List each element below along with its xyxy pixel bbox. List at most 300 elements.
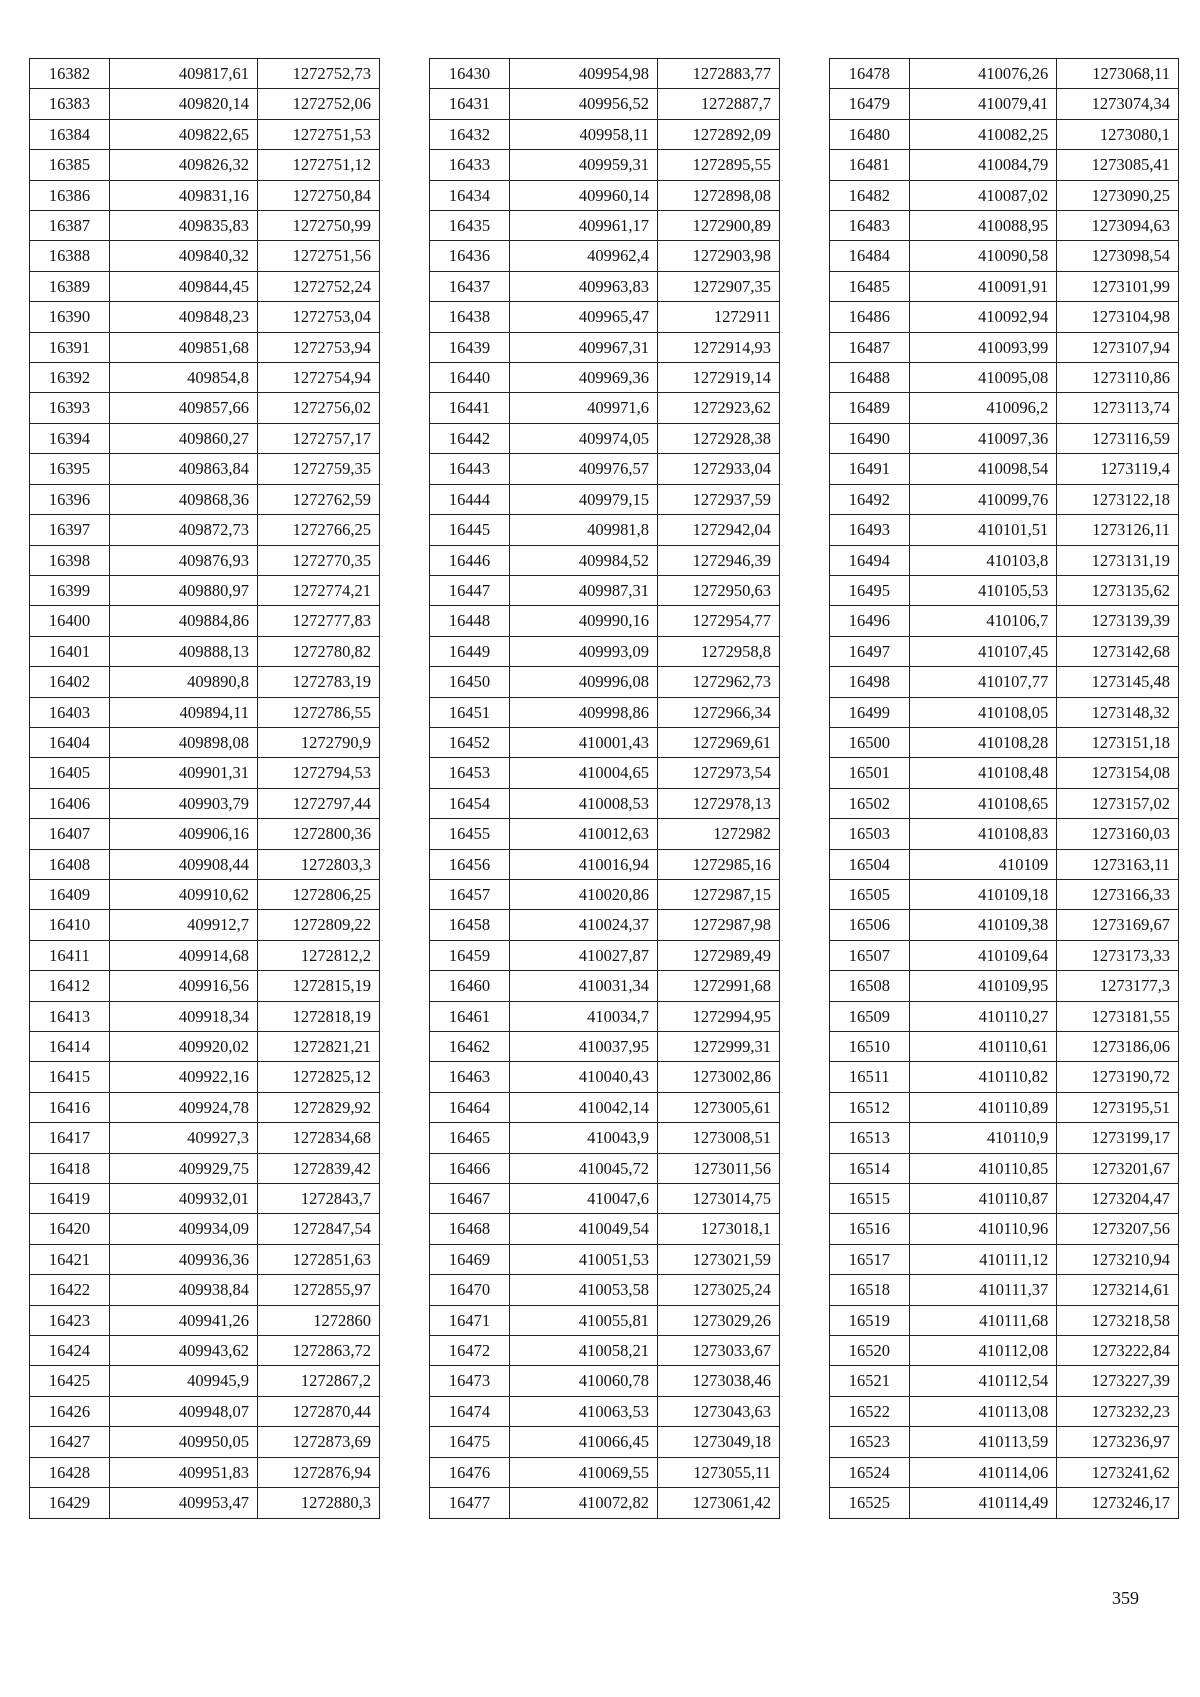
y-coordinate-cell: 1273227,39 — [1057, 1366, 1179, 1396]
y-coordinate-cell: 1272825,12 — [258, 1062, 380, 1092]
point-number-cell: 16385 — [30, 150, 110, 180]
table-row — [430, 271, 780, 301]
x-coordinate-cell: 409840,32 — [110, 241, 258, 271]
x-coordinate-cell: 410069,55 — [510, 1457, 658, 1487]
table-row — [830, 545, 1179, 575]
table-row — [830, 667, 1179, 697]
point-number-cell: 16486 — [830, 302, 910, 332]
x-coordinate-cell: 410112,54 — [909, 1366, 1057, 1396]
x-coordinate-cell: 410114,06 — [909, 1457, 1057, 1487]
point-number-cell: 16414 — [30, 1032, 110, 1062]
table-row — [30, 150, 380, 180]
table-row — [30, 940, 380, 970]
table-row — [830, 636, 1179, 666]
x-coordinate-cell: 409950,05 — [110, 1427, 258, 1457]
table-row — [430, 697, 780, 727]
table-row — [430, 59, 780, 89]
x-coordinate-cell: 409965,47 — [510, 302, 658, 332]
x-coordinate-cell: 409938,84 — [110, 1275, 258, 1305]
y-coordinate-cell: 1272783,19 — [258, 667, 380, 697]
y-coordinate-cell: 1273005,61 — [658, 1092, 780, 1122]
x-coordinate-cell: 410108,65 — [909, 788, 1057, 818]
y-coordinate-cell: 1272834,68 — [258, 1123, 380, 1153]
table-row — [430, 1457, 780, 1487]
y-coordinate-cell: 1272762,59 — [258, 484, 380, 514]
table-row — [430, 545, 780, 575]
y-coordinate-cell: 1273080,1 — [1057, 119, 1179, 149]
point-number-cell: 16476 — [430, 1457, 510, 1487]
y-coordinate-cell: 1272843,7 — [258, 1184, 380, 1214]
table-row — [430, 940, 780, 970]
point-number-cell: 16504 — [830, 849, 910, 879]
y-coordinate-cell: 1273110,86 — [1057, 363, 1179, 393]
x-coordinate-cell: 410027,87 — [510, 940, 658, 970]
x-coordinate-cell: 410084,79 — [909, 150, 1057, 180]
point-number-cell: 16514 — [830, 1153, 910, 1183]
table-row — [30, 697, 380, 727]
x-coordinate-cell: 409943,62 — [110, 1336, 258, 1366]
point-number-cell: 16417 — [30, 1123, 110, 1153]
x-coordinate-cell: 410108,48 — [909, 758, 1057, 788]
x-coordinate-cell: 409844,45 — [110, 271, 258, 301]
x-coordinate-cell: 410053,58 — [510, 1275, 658, 1305]
y-coordinate-cell: 1272774,21 — [258, 575, 380, 605]
y-coordinate-cell: 1273246,17 — [1057, 1488, 1179, 1518]
x-coordinate-cell: 409927,3 — [110, 1123, 258, 1153]
point-number-cell: 16495 — [830, 575, 910, 605]
table-row — [430, 879, 780, 909]
table-row — [30, 302, 380, 332]
x-coordinate-cell: 409916,56 — [110, 971, 258, 1001]
point-number-cell: 16507 — [830, 940, 910, 970]
x-coordinate-cell: 410096,2 — [909, 393, 1057, 423]
point-number-cell: 16520 — [830, 1336, 910, 1366]
table-row — [830, 241, 1179, 271]
point-number-cell: 16460 — [430, 971, 510, 1001]
x-coordinate-cell: 409922,16 — [110, 1062, 258, 1092]
point-number-cell: 16435 — [430, 211, 510, 241]
table-row — [830, 1001, 1179, 1031]
x-coordinate-cell: 409954,98 — [510, 59, 658, 89]
point-number-cell: 16479 — [830, 89, 910, 119]
table-row — [30, 1275, 380, 1305]
x-coordinate-cell: 410101,51 — [909, 515, 1057, 545]
y-coordinate-cell: 1272991,68 — [658, 971, 780, 1001]
y-coordinate-cell: 1273061,42 — [658, 1488, 780, 1518]
point-number-cell: 16419 — [30, 1184, 110, 1214]
table-row — [830, 423, 1179, 453]
y-coordinate-cell: 1273160,03 — [1057, 819, 1179, 849]
table-row — [30, 1396, 380, 1426]
x-coordinate-cell: 410109 — [909, 849, 1057, 879]
y-coordinate-cell: 1272803,3 — [258, 849, 380, 879]
point-number-cell: 16451 — [430, 697, 510, 727]
y-coordinate-cell: 1272950,63 — [658, 575, 780, 605]
x-coordinate-cell: 410076,26 — [909, 59, 1057, 89]
point-number-cell: 16459 — [430, 940, 510, 970]
x-coordinate-cell: 409956,52 — [510, 89, 658, 119]
point-number-cell: 16398 — [30, 545, 110, 575]
y-coordinate-cell: 1272978,13 — [658, 788, 780, 818]
table-row — [30, 910, 380, 940]
y-coordinate-cell: 1273145,48 — [1057, 667, 1179, 697]
y-coordinate-cell: 1272903,98 — [658, 241, 780, 271]
table-row — [830, 1214, 1179, 1244]
x-coordinate-cell: 409961,17 — [510, 211, 658, 241]
x-coordinate-cell: 410066,45 — [510, 1427, 658, 1457]
x-coordinate-cell: 409945,9 — [110, 1366, 258, 1396]
table-row — [30, 271, 380, 301]
point-number-cell: 16453 — [430, 758, 510, 788]
table-row — [30, 363, 380, 393]
table-row — [830, 1275, 1179, 1305]
x-coordinate-cell: 410079,41 — [909, 89, 1057, 119]
x-coordinate-cell: 409894,11 — [110, 697, 258, 727]
table-row — [30, 788, 380, 818]
table-row — [830, 1488, 1179, 1518]
x-coordinate-cell: 409981,8 — [510, 515, 658, 545]
x-coordinate-cell: 410049,54 — [510, 1214, 658, 1244]
y-coordinate-cell: 1272839,42 — [258, 1153, 380, 1183]
point-number-cell: 16431 — [430, 89, 510, 119]
point-number-cell: 16441 — [430, 393, 510, 423]
table-row — [430, 575, 780, 605]
point-number-cell: 16403 — [30, 697, 110, 727]
point-number-cell: 16386 — [30, 180, 110, 210]
table-row — [830, 758, 1179, 788]
point-number-cell: 16422 — [30, 1275, 110, 1305]
point-number-cell: 16508 — [830, 971, 910, 1001]
point-number-cell: 16484 — [830, 241, 910, 271]
table-row — [830, 606, 1179, 636]
table-row — [30, 515, 380, 545]
point-number-cell: 16410 — [30, 910, 110, 940]
x-coordinate-cell: 409910,62 — [110, 879, 258, 909]
table-row — [30, 59, 380, 89]
x-coordinate-cell: 409831,16 — [110, 180, 258, 210]
point-number-cell: 16440 — [430, 363, 510, 393]
table-row — [830, 727, 1179, 757]
y-coordinate-cell: 1273204,47 — [1057, 1184, 1179, 1214]
point-number-cell: 16424 — [30, 1336, 110, 1366]
y-coordinate-cell: 1273166,33 — [1057, 879, 1179, 909]
x-coordinate-cell: 409857,66 — [110, 393, 258, 423]
x-coordinate-cell: 409851,68 — [110, 332, 258, 362]
x-coordinate-cell: 410058,21 — [510, 1336, 658, 1366]
table-row — [830, 1153, 1179, 1183]
point-number-cell: 16384 — [30, 119, 110, 149]
table-row — [30, 1366, 380, 1396]
x-coordinate-cell: 409914,68 — [110, 940, 258, 970]
table-row — [30, 1305, 380, 1335]
y-coordinate-cell: 1272919,14 — [658, 363, 780, 393]
table-row — [30, 758, 380, 788]
x-coordinate-cell: 410020,86 — [510, 879, 658, 909]
point-number-cell: 16525 — [830, 1488, 910, 1518]
table-row — [30, 393, 380, 423]
point-number-cell: 16418 — [30, 1153, 110, 1183]
table-row — [830, 879, 1179, 909]
y-coordinate-cell: 1272752,06 — [258, 89, 380, 119]
table-row — [430, 363, 780, 393]
y-coordinate-cell: 1273025,24 — [658, 1275, 780, 1305]
y-coordinate-cell: 1272780,82 — [258, 636, 380, 666]
y-coordinate-cell: 1272937,59 — [658, 484, 780, 514]
table-row — [830, 697, 1179, 727]
y-coordinate-cell: 1273122,18 — [1057, 484, 1179, 514]
y-coordinate-cell: 1272750,99 — [258, 211, 380, 241]
point-number-cell: 16455 — [430, 819, 510, 849]
x-coordinate-cell: 410092,94 — [909, 302, 1057, 332]
y-coordinate-cell: 1272812,2 — [258, 940, 380, 970]
table-row — [430, 241, 780, 271]
x-coordinate-cell: 410093,99 — [909, 332, 1057, 362]
x-coordinate-cell: 409934,09 — [110, 1214, 258, 1244]
table-row — [30, 606, 380, 636]
point-number-cell: 16437 — [430, 271, 510, 301]
x-coordinate-cell: 410110,85 — [909, 1153, 1057, 1183]
x-coordinate-cell: 410082,25 — [909, 119, 1057, 149]
y-coordinate-cell: 1273207,56 — [1057, 1214, 1179, 1244]
x-coordinate-cell: 410109,38 — [909, 910, 1057, 940]
table-row — [430, 332, 780, 362]
page-number: 359 — [1112, 1588, 1139, 1608]
point-number-cell: 16413 — [30, 1001, 110, 1031]
point-number-cell: 16522 — [830, 1396, 910, 1426]
x-coordinate-cell: 410114,49 — [909, 1488, 1057, 1518]
point-number-cell: 16393 — [30, 393, 110, 423]
y-coordinate-cell: 1272753,04 — [258, 302, 380, 332]
y-coordinate-cell: 1272946,39 — [658, 545, 780, 575]
table-row — [430, 119, 780, 149]
table-row — [430, 1244, 780, 1274]
table-row — [430, 910, 780, 940]
table-row — [430, 1062, 780, 1092]
y-coordinate-cell: 1272757,17 — [258, 423, 380, 453]
y-coordinate-cell: 1272966,34 — [658, 697, 780, 727]
y-coordinate-cell: 1272786,55 — [258, 697, 380, 727]
x-coordinate-cell: 410110,89 — [909, 1092, 1057, 1122]
x-coordinate-cell: 410109,64 — [909, 940, 1057, 970]
point-number-cell: 16501 — [830, 758, 910, 788]
x-coordinate-cell: 409998,86 — [510, 697, 658, 727]
point-number-cell: 16425 — [30, 1366, 110, 1396]
y-coordinate-cell: 1272923,62 — [658, 393, 780, 423]
point-number-cell: 16434 — [430, 180, 510, 210]
y-coordinate-cell: 1273214,61 — [1057, 1275, 1179, 1305]
y-coordinate-cell: 1272754,94 — [258, 363, 380, 393]
point-number-cell: 16423 — [30, 1305, 110, 1335]
point-number-cell: 16454 — [430, 788, 510, 818]
x-coordinate-cell: 409817,61 — [110, 59, 258, 89]
table-row — [30, 1123, 380, 1153]
x-coordinate-cell: 410047,6 — [510, 1184, 658, 1214]
point-number-cell: 16442 — [430, 423, 510, 453]
table-row — [430, 849, 780, 879]
x-coordinate-cell: 409993,09 — [510, 636, 658, 666]
point-number-cell: 16443 — [430, 454, 510, 484]
point-number-cell: 16416 — [30, 1092, 110, 1122]
y-coordinate-cell: 1273055,11 — [658, 1457, 780, 1487]
y-coordinate-cell: 1272911 — [658, 302, 780, 332]
table-row — [830, 363, 1179, 393]
x-coordinate-cell: 410110,61 — [909, 1032, 1057, 1062]
y-coordinate-cell: 1273222,84 — [1057, 1336, 1179, 1366]
y-coordinate-cell: 1273090,25 — [1057, 180, 1179, 210]
table-row — [30, 1032, 380, 1062]
table-row — [30, 332, 380, 362]
x-coordinate-cell: 410107,77 — [909, 667, 1057, 697]
table-row — [830, 788, 1179, 818]
x-coordinate-cell: 409984,52 — [510, 545, 658, 575]
table-row — [30, 1427, 380, 1457]
x-coordinate-cell: 410108,05 — [909, 697, 1057, 727]
y-coordinate-cell: 1273107,94 — [1057, 332, 1179, 362]
point-number-cell: 16394 — [30, 423, 110, 453]
point-number-cell: 16430 — [430, 59, 510, 89]
y-coordinate-cell: 1272867,2 — [258, 1366, 380, 1396]
table-row — [30, 575, 380, 605]
point-number-cell: 16523 — [830, 1427, 910, 1457]
point-number-cell: 16387 — [30, 211, 110, 241]
x-coordinate-cell: 409876,93 — [110, 545, 258, 575]
point-number-cell: 16463 — [430, 1062, 510, 1092]
table-row — [30, 1184, 380, 1214]
point-number-cell: 16445 — [430, 515, 510, 545]
table-row — [30, 971, 380, 1001]
table-row — [830, 1244, 1179, 1274]
y-coordinate-cell: 1273201,67 — [1057, 1153, 1179, 1183]
y-coordinate-cell: 1273085,41 — [1057, 150, 1179, 180]
y-coordinate-cell: 1273195,51 — [1057, 1092, 1179, 1122]
x-coordinate-cell: 410087,02 — [909, 180, 1057, 210]
x-coordinate-cell: 410004,65 — [510, 758, 658, 788]
y-coordinate-cell: 1273135,62 — [1057, 575, 1179, 605]
point-number-cell: 16429 — [30, 1488, 110, 1518]
y-coordinate-cell: 1273173,33 — [1057, 940, 1179, 970]
x-coordinate-cell: 409880,97 — [110, 575, 258, 605]
point-number-cell: 16519 — [830, 1305, 910, 1335]
point-number-cell: 16493 — [830, 515, 910, 545]
y-coordinate-cell: 1273154,08 — [1057, 758, 1179, 788]
point-number-cell: 16390 — [30, 302, 110, 332]
y-coordinate-cell: 1272900,89 — [658, 211, 780, 241]
x-coordinate-cell: 410016,94 — [510, 849, 658, 879]
x-coordinate-cell: 410045,72 — [510, 1153, 658, 1183]
x-coordinate-cell: 409969,36 — [510, 363, 658, 393]
x-coordinate-cell: 409953,47 — [110, 1488, 258, 1518]
point-number-cell: 16490 — [830, 423, 910, 453]
table-row — [430, 211, 780, 241]
table-row — [830, 1032, 1179, 1062]
table-row — [430, 302, 780, 332]
table-row — [830, 819, 1179, 849]
point-number-cell: 16383 — [30, 89, 110, 119]
y-coordinate-cell: 1272973,54 — [658, 758, 780, 788]
table-row — [30, 211, 380, 241]
table-row — [830, 271, 1179, 301]
table-row — [430, 788, 780, 818]
y-coordinate-cell: 1273139,39 — [1057, 606, 1179, 636]
table-row — [430, 515, 780, 545]
y-coordinate-cell: 1272982 — [658, 819, 780, 849]
x-coordinate-cell: 410107,45 — [909, 636, 1057, 666]
x-coordinate-cell: 409974,05 — [510, 423, 658, 453]
x-coordinate-cell: 409918,34 — [110, 1001, 258, 1031]
y-coordinate-cell: 1273021,59 — [658, 1244, 780, 1274]
x-coordinate-cell: 410090,58 — [909, 241, 1057, 271]
x-coordinate-cell: 410109,95 — [909, 971, 1057, 1001]
y-coordinate-cell: 1272914,93 — [658, 332, 780, 362]
point-number-cell: 16506 — [830, 910, 910, 940]
point-number-cell: 16474 — [430, 1396, 510, 1426]
point-number-cell: 16411 — [30, 940, 110, 970]
point-number-cell: 16446 — [430, 545, 510, 575]
y-coordinate-cell: 1272987,15 — [658, 879, 780, 909]
x-coordinate-cell: 409967,31 — [510, 332, 658, 362]
table-row — [30, 1001, 380, 1031]
table-row — [830, 1396, 1179, 1426]
table-row — [30, 1488, 380, 1518]
y-coordinate-cell: 1272851,63 — [258, 1244, 380, 1274]
table-row — [830, 180, 1179, 210]
point-number-cell: 16436 — [430, 241, 510, 271]
x-coordinate-cell: 409979,15 — [510, 484, 658, 514]
point-number-cell: 16469 — [430, 1244, 510, 1274]
y-coordinate-cell: 1272895,55 — [658, 150, 780, 180]
x-coordinate-cell: 410001,43 — [510, 727, 658, 757]
y-coordinate-cell: 1272870,44 — [258, 1396, 380, 1426]
point-number-cell: 16471 — [430, 1305, 510, 1335]
point-number-cell: 16448 — [430, 606, 510, 636]
point-number-cell: 16524 — [830, 1457, 910, 1487]
table-row — [830, 89, 1179, 119]
y-coordinate-cell: 1273038,46 — [658, 1366, 780, 1396]
x-coordinate-cell: 410037,95 — [510, 1032, 658, 1062]
x-coordinate-cell: 410040,43 — [510, 1062, 658, 1092]
point-number-cell: 16409 — [30, 879, 110, 909]
point-number-cell: 16426 — [30, 1396, 110, 1426]
point-number-cell: 16480 — [830, 119, 910, 149]
table-row — [30, 89, 380, 119]
y-coordinate-cell: 1272942,04 — [658, 515, 780, 545]
point-number-cell: 16457 — [430, 879, 510, 909]
point-number-cell: 16399 — [30, 575, 110, 605]
y-coordinate-cell: 1272969,61 — [658, 727, 780, 757]
table-row — [430, 1123, 780, 1153]
table-row — [830, 119, 1179, 149]
x-coordinate-cell: 409987,31 — [510, 575, 658, 605]
point-number-cell: 16467 — [430, 1184, 510, 1214]
y-coordinate-cell: 1272907,35 — [658, 271, 780, 301]
point-number-cell: 16475 — [430, 1427, 510, 1457]
table-row — [30, 667, 380, 697]
point-number-cell: 16456 — [430, 849, 510, 879]
point-number-cell: 16404 — [30, 727, 110, 757]
table-row — [30, 241, 380, 271]
point-number-cell: 16499 — [830, 697, 910, 727]
coordinate-table-2 — [429, 58, 780, 1519]
point-number-cell: 16521 — [830, 1366, 910, 1396]
point-number-cell: 16503 — [830, 819, 910, 849]
point-number-cell: 16505 — [830, 879, 910, 909]
x-coordinate-cell: 409929,75 — [110, 1153, 258, 1183]
table-row — [430, 1336, 780, 1366]
table-row — [30, 1457, 380, 1487]
x-coordinate-cell: 409962,4 — [510, 241, 658, 271]
table-row — [30, 1244, 380, 1274]
y-coordinate-cell: 1273210,94 — [1057, 1244, 1179, 1274]
